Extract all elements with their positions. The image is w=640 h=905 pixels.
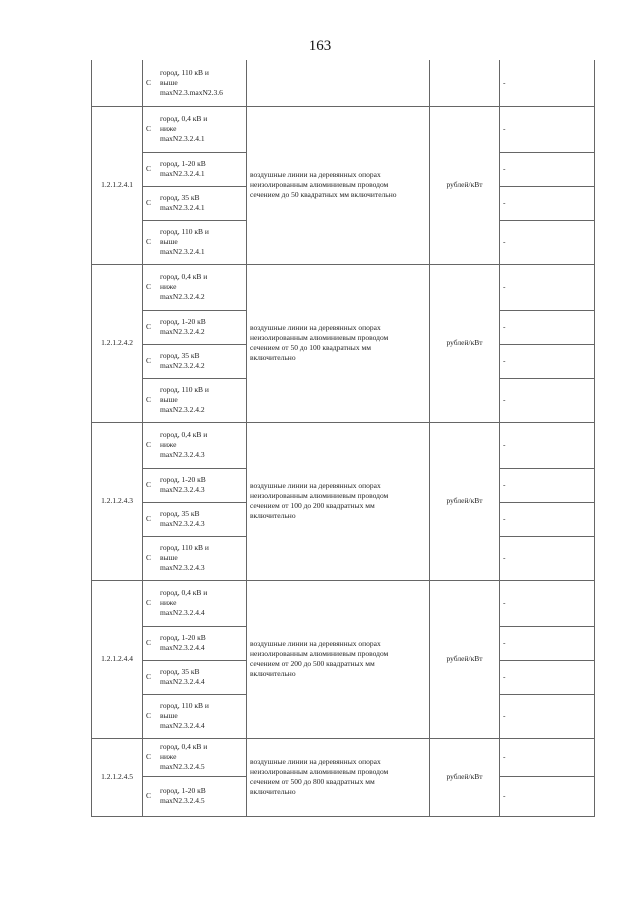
table-row bbox=[92, 422, 595, 468]
category-letter: С bbox=[146, 672, 152, 681]
category-text bbox=[160, 786, 242, 806]
category-line: город, 0,4 кВ и bbox=[160, 742, 208, 751]
description-line: сечением от 500 до 800 квадратных мм bbox=[250, 777, 375, 786]
value-cell: - bbox=[500, 580, 595, 626]
category-line: выше bbox=[160, 77, 178, 87]
description-line: воздушные линии на деревянных опорах bbox=[250, 323, 381, 332]
category-text bbox=[160, 509, 242, 529]
category-line: город, 1-20 кВ bbox=[160, 633, 206, 642]
value-cell: - bbox=[500, 660, 595, 694]
category-cell bbox=[143, 310, 247, 344]
value-cell: - bbox=[500, 60, 595, 106]
category-line: maxN2.3.2.4.5 bbox=[160, 762, 205, 771]
category-letter: С bbox=[146, 752, 152, 761]
category-line: maxN2.3.2.4.2 bbox=[160, 292, 205, 301]
value-cell: - bbox=[500, 626, 595, 660]
category-cell bbox=[143, 422, 247, 468]
category-text bbox=[160, 475, 242, 495]
tariff-table bbox=[91, 60, 595, 817]
description-line: неизолированным алюминиевым проводом bbox=[250, 649, 389, 658]
category-line: город, 110 кВ и bbox=[160, 701, 209, 710]
category-line: город, 110 кВ и bbox=[160, 385, 209, 394]
category-letter: С bbox=[146, 598, 152, 607]
description-line: включительно bbox=[250, 787, 296, 796]
category-cell bbox=[143, 738, 247, 776]
description-line: сечением до 50 квадратных мм включительно bbox=[250, 190, 397, 199]
value-cell: - bbox=[500, 468, 595, 502]
category-text bbox=[160, 701, 242, 731]
category-line: maxN2.3.maxN2.3.6 bbox=[160, 87, 223, 97]
code-cell: 1.2.1.2.4.3 bbox=[92, 422, 143, 580]
category-text bbox=[160, 351, 242, 371]
unit-cell bbox=[430, 60, 500, 106]
category-letter: С bbox=[146, 480, 152, 489]
category-line: maxN2.3.2.4.2 bbox=[160, 405, 205, 414]
description-line: воздушные линии на деревянных опорах bbox=[250, 757, 381, 766]
table-row bbox=[92, 264, 595, 310]
description-line: неизолированным алюминиевым проводом bbox=[250, 491, 389, 500]
value-cell: - bbox=[500, 310, 595, 344]
description-line: включительно bbox=[250, 669, 296, 678]
category-letter: С bbox=[146, 124, 152, 133]
page-number: 163 bbox=[308, 38, 332, 54]
category-line: город, 0,4 кВ и bbox=[160, 114, 208, 123]
category-cell bbox=[143, 378, 247, 422]
value-cell: - bbox=[500, 536, 595, 580]
unit-cell: рублей/кВт bbox=[430, 264, 500, 422]
category-line: maxN2.3.2.4.2 bbox=[160, 327, 205, 336]
category-text bbox=[160, 114, 242, 144]
value-cell: - bbox=[500, 152, 595, 186]
category-cell bbox=[143, 468, 247, 502]
category-letter: С bbox=[146, 553, 152, 562]
category-text bbox=[160, 588, 242, 618]
category-letter: С bbox=[146, 440, 152, 449]
value-cell: - bbox=[500, 344, 595, 378]
category-line: город, 1-20 кВ bbox=[160, 317, 206, 326]
category-line: maxN2.3.2.4.1 bbox=[160, 134, 205, 143]
description-line: неизолированным алюминиевым проводом bbox=[250, 767, 389, 776]
category-line: город, 1-20 кВ bbox=[160, 786, 206, 795]
category-letter: С bbox=[146, 198, 152, 207]
category-letter: С bbox=[146, 164, 152, 173]
category-line: город, 35 кВ bbox=[160, 509, 200, 518]
description-cell bbox=[247, 106, 430, 264]
category-line: ниже bbox=[160, 752, 177, 761]
category-letter: С bbox=[146, 322, 152, 331]
value-cell: - bbox=[500, 378, 595, 422]
category-line: maxN2.3.2.4.1 bbox=[160, 247, 205, 256]
category-line: maxN2.3.2.4.4 bbox=[160, 608, 205, 617]
description-cell bbox=[247, 738, 430, 816]
value-cell: - bbox=[500, 264, 595, 310]
category-text bbox=[160, 385, 242, 415]
category-letter: С bbox=[146, 282, 152, 291]
table-row bbox=[92, 738, 595, 776]
code-cell: 1.2.1.2.4.2 bbox=[92, 264, 143, 422]
category-text bbox=[160, 159, 242, 179]
unit-cell: рублей/кВт bbox=[430, 580, 500, 738]
description-line: сечением от 200 до 500 квадратных мм bbox=[250, 659, 375, 668]
category-line: maxN2.3.2.4.4 bbox=[160, 677, 205, 686]
category-line: город, 0,4 кВ и bbox=[160, 430, 208, 439]
category-line: maxN2.3.2.4.1 bbox=[160, 169, 205, 178]
value-cell: - bbox=[500, 220, 595, 264]
category-text bbox=[160, 742, 242, 772]
category-text bbox=[160, 272, 242, 302]
category-line: maxN2.3.2.4.4 bbox=[160, 721, 205, 730]
category-cell bbox=[143, 186, 247, 220]
description-line: сечением от 50 до 100 квадратных мм bbox=[250, 343, 371, 352]
description-line: воздушные линии на деревянных опорах bbox=[250, 481, 381, 490]
category-cell bbox=[143, 106, 247, 152]
description-line: неизолированным алюминиевым проводом bbox=[250, 180, 389, 189]
category-line: город, 35 кВ bbox=[160, 667, 200, 676]
category-cell bbox=[143, 580, 247, 626]
value-cell: - bbox=[500, 186, 595, 220]
category-line: город, 110 кВ и bbox=[160, 227, 209, 236]
category-line: выше bbox=[160, 553, 178, 562]
category-line: ниже bbox=[160, 282, 177, 291]
category-line: выше bbox=[160, 237, 178, 246]
category-text bbox=[160, 667, 242, 687]
description-cell bbox=[247, 422, 430, 580]
category-cell bbox=[143, 264, 247, 310]
category-text bbox=[160, 193, 242, 213]
category-line: maxN2.3.2.4.3 bbox=[160, 450, 205, 459]
value-cell: - bbox=[500, 502, 595, 536]
category-cell bbox=[143, 776, 247, 816]
description-line: включительно bbox=[250, 511, 296, 520]
code-cell: 1.2.1.2.4.4 bbox=[92, 580, 143, 738]
category-letter: С bbox=[146, 356, 152, 365]
category-line: maxN2.3.2.4.3 bbox=[160, 563, 205, 572]
category-line: город, 0,4 кВ и bbox=[160, 588, 208, 597]
category-line: maxN2.3.2.4.5 bbox=[160, 796, 205, 805]
category-cell bbox=[143, 694, 247, 738]
category-line: ниже bbox=[160, 440, 177, 449]
category-line: maxN2.3.2.4.3 bbox=[160, 519, 205, 528]
category-line: ниже bbox=[160, 124, 177, 133]
code-cell: 1.2.1.2.4.1 bbox=[92, 106, 143, 264]
description-line: неизолированным алюминиевым проводом bbox=[250, 333, 389, 342]
category-letter: С bbox=[146, 395, 152, 404]
category-line: город, 1-20 кВ bbox=[160, 159, 206, 168]
category-letter: С bbox=[146, 711, 152, 720]
table-row bbox=[92, 580, 595, 626]
category-text bbox=[160, 633, 242, 653]
category-cell bbox=[143, 626, 247, 660]
category-line: город, 110 кВ и bbox=[160, 543, 209, 552]
category-cell bbox=[143, 60, 247, 106]
category-line: выше bbox=[160, 711, 178, 720]
category-text bbox=[160, 317, 242, 337]
category-text bbox=[160, 430, 242, 460]
category-letter: С bbox=[146, 638, 152, 647]
category-line: maxN2.3.2.4.3 bbox=[160, 485, 205, 494]
description-line: воздушные линии на деревянных опорах bbox=[250, 639, 381, 648]
category-cell bbox=[143, 220, 247, 264]
category-line: maxN2.3.2.4.4 bbox=[160, 643, 205, 652]
category-letter: С bbox=[146, 237, 152, 246]
description-line: включительно bbox=[250, 353, 296, 362]
value-cell: - bbox=[500, 776, 595, 816]
category-line: город, 0,4 кВ и bbox=[160, 272, 208, 281]
table-row bbox=[92, 106, 595, 152]
category-line: город, 1-20 кВ bbox=[160, 475, 206, 484]
category-letter: С bbox=[146, 514, 152, 523]
description-line: сечением от 100 до 200 квадратных мм bbox=[250, 501, 375, 510]
value-cell: - bbox=[500, 694, 595, 738]
category-text bbox=[160, 227, 242, 257]
table-row-header-fragment bbox=[92, 60, 595, 106]
category-cell bbox=[143, 344, 247, 378]
category-letter: С bbox=[146, 791, 152, 800]
unit-cell: рублей/кВт bbox=[430, 422, 500, 580]
category-line: выше bbox=[160, 395, 178, 404]
description-cell bbox=[247, 264, 430, 422]
category-line: maxN2.3.2.4.2 bbox=[160, 361, 205, 370]
category-line: maxN2.3.2.4.1 bbox=[160, 203, 205, 212]
category-cell bbox=[143, 536, 247, 580]
category-cell bbox=[143, 502, 247, 536]
category-text bbox=[160, 543, 242, 573]
category-line: город, 110 кВ и bbox=[160, 67, 209, 77]
category-line: город, 35 кВ bbox=[160, 351, 200, 360]
description-cell bbox=[247, 60, 430, 106]
category-line: город, 35 кВ bbox=[160, 193, 200, 202]
category-text bbox=[160, 68, 242, 98]
code-cell: 1.2.1.2.4.5 bbox=[92, 738, 143, 816]
category-letter: С bbox=[146, 77, 152, 87]
value-cell: - bbox=[500, 422, 595, 468]
category-cell bbox=[143, 660, 247, 694]
category-cell bbox=[143, 152, 247, 186]
category-line: ниже bbox=[160, 598, 177, 607]
unit-cell: рублей/кВт bbox=[430, 738, 500, 816]
value-cell: - bbox=[500, 106, 595, 152]
unit-cell: рублей/кВт bbox=[430, 106, 500, 264]
description-cell bbox=[247, 580, 430, 738]
value-cell: - bbox=[500, 738, 595, 776]
description-line: воздушные линии на деревянных опорах bbox=[250, 170, 381, 179]
code-cell bbox=[92, 60, 143, 106]
